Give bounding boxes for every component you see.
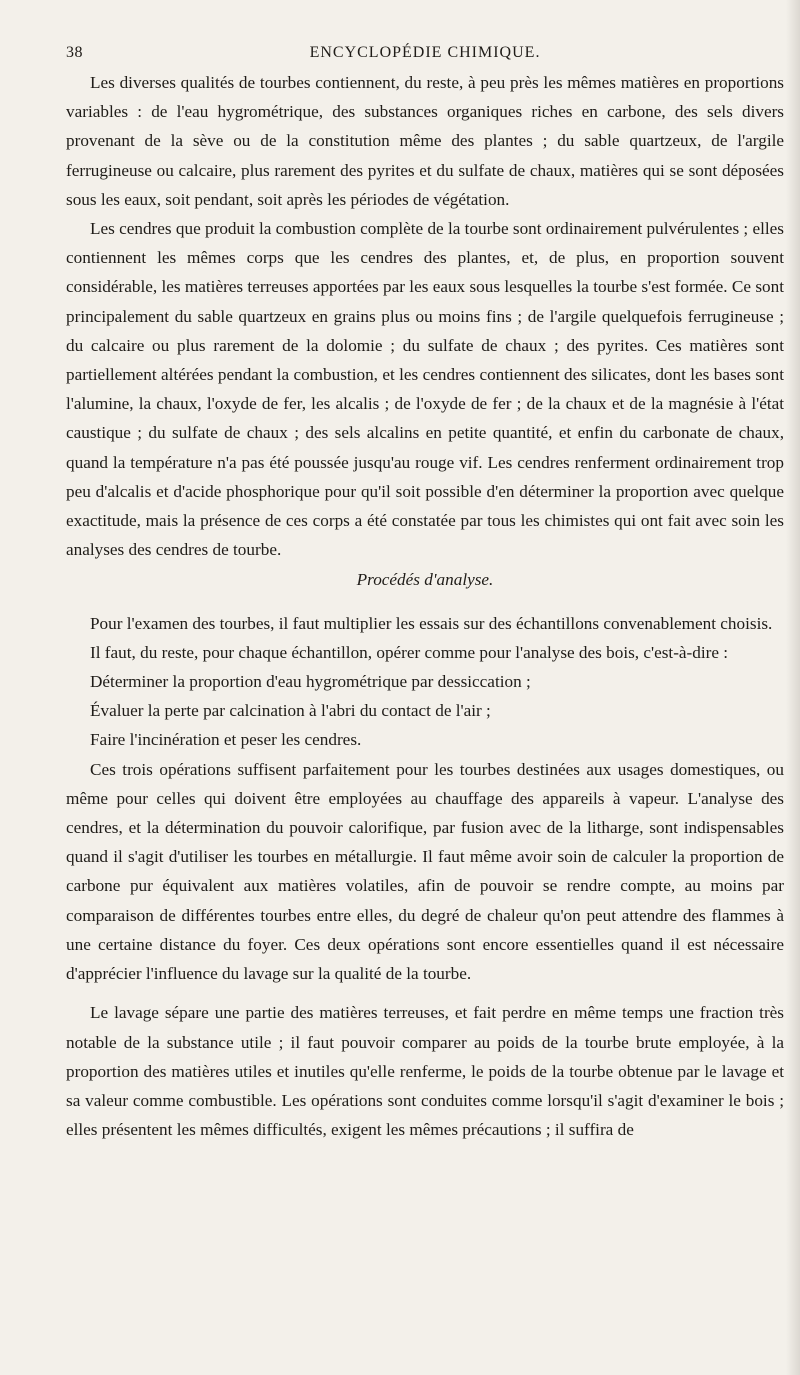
page-edge-shadow [786, 0, 800, 1375]
list-item-moisture: Déterminer la proportion d'eau hygrométrique par dessiccation ; [90, 672, 531, 692]
running-header [66, 38, 784, 68]
paragraph-washing: Le lavage sépare une partie des matières terreuses, et fait perdre en même temps une fraction très notable de la substance utile ; il faut pouvoir comparer au poids de la tourbe brute employée, à la proportion des matières utiles et inutiles qu'elle renferme, le poids de la tourbe obtenue par le lavage et sa valeur comme combustible. Les opérations sont conduites comme lorsqu'il s'agit d'examiner le bois ; elles présentent les mêmes difficultés, exigent les mêmes précautions ; il suffira de [66, 1003, 784, 1140]
paragraph-peat-composition: Les diverses qualités de tourbes contiennent, du reste, à peu près les mêmes matières en proportions variables : de l'eau hygrométrique, des substances organiques riches en carbone, des sels divers provenant de la sève ou de la constitution même des plantes ; du sable quartzeux, de l'argile ferrugineuse ou calcaire, plus rarement des pyrites et du sulfate de chaux, matières qui se sont déposées sous les eaux, soit pendant, soit après les périodes de végétation. [66, 73, 784, 209]
running-title: ENCYCLOPÉDIE CHIMIQUE. [309, 44, 541, 61]
list-item-incineration: Faire l'incinération et peser les cendres. [90, 730, 362, 750]
page-number: 38 [66, 44, 83, 61]
section-heading-analysis: Procédés d'analyse. [356, 570, 494, 590]
paragraph-three-operations: Ces trois opérations suffisent parfaitement pour les tourbes destinées aux usages domestiques, ou même pour celles qui doivent être employées au chauffage des appareils à vapeur. L'analyse des cendres, et la détermination du pouvoir calorifique, par fusion avec de la litharge, sont indispensables quand il s'agit d'utiliser les tourbes en métallurgie. Il faut même avoir soin de calculer la proportion de carbone pur équivalent aux matières volatiles, afin de pouvoir se rendre compte, au moins par comparaison de différentes tourbes entre elles, du degré de chaleur qu'on peut attendre des flammes à une certaine distance du foyer. Ces deux opérations sont encore essentielles quand il est nécessaire d'apprécier l'influence du lavage sur la qualité de la tourbe. [66, 759, 784, 984]
paragraph-peat-ashes: Les cendres que produit la combustion complète de la tourbe sont ordinairement pulvérulentes ; elles contiennent les mêmes corps que les cendres des plantes, et, de plus, en proportion souvent considérable, les matières terreuses apportées par les eaux sous lesquelles la tourbe s'est formée. Ce sont principalement du sable quartzeux en grains plus ou moins fins ; de l'argile quelquefois ferrugineuse ; du calcaire ou plus rarement de la dolomie ; du sulfate de chaux ; des pyrites. Ces matières sont partiellement altérées pendant la combustion, et les cendres contiennent des silicates, dont les bases sont l'alumine, la chaux, l'oxyde de fer, les alcalis ; de l'oxyde de fer ; de la chaux et de la magnésie à l'état caustique ; du sulfate de chaux ; des sels alcalins en petite quantité, et enfin du carbonate de chaux, quand la température n'a pas été poussée jusqu'au rouge vif. Les cendres renferment ordinairement trop peu d'alcalis et d'acide phosphorique pour qu'il soit possible d'en déterminer la proportion avec quelque exactitude, mais la présence de ces corps a été constatée par tous les chimistes qui ont fait avec soin les analyses des cendres de tourbe. [66, 219, 784, 560]
list-item-calcination: Évaluer la perte par calcination à l'abri du contact de l'air ; [90, 701, 491, 721]
body-text [66, 68, 784, 1144]
paragraph-examination: Pour l'examen des tourbes, il faut multiplier les essais sur des échantillons convenablement choisis. [90, 613, 773, 633]
paragraph-procedure-intro: Il faut, du reste, pour chaque échantillon, opérer comme pour l'analyse des bois, c'est-à-dire : [90, 642, 729, 662]
